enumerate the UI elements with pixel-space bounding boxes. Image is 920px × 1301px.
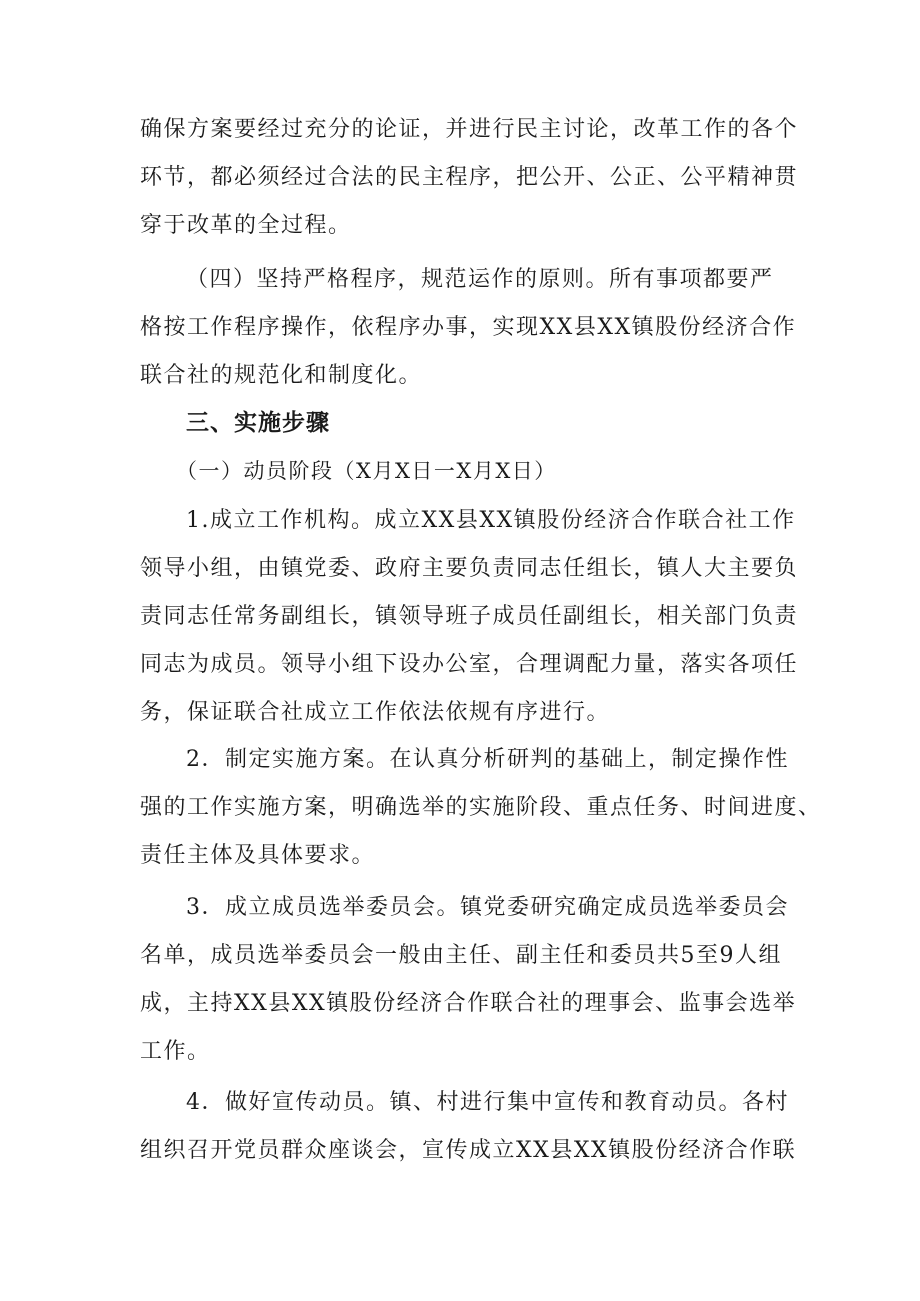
paragraph-line: 成，主持XX县XX镇股份经济合作联合社的理事会、监事会选举 xyxy=(140,991,797,1016)
paragraph-line: 1.成立工作机构。成立XX县XX镇股份经济合作联合社工作 xyxy=(186,508,796,533)
paragraph-line: 责任主体及具体要求。 xyxy=(140,843,376,868)
paragraph-line: 工作。 xyxy=(140,1039,211,1064)
section-heading: 三、实施步骤 xyxy=(186,410,330,436)
paragraph-line: 2．制定实施方案。在认真分析研判的基础上，制定操作性 xyxy=(186,747,789,772)
paragraph-line: 领导小组，由镇党委、政府主要负责同志任组长，镇人大主要负 xyxy=(140,556,799,581)
paragraph-line: 3．成立成员选举委员会。镇党委研究确定成员选举委员会 xyxy=(186,895,789,920)
paragraph-line: 穿于改革的全过程。 xyxy=(140,213,352,238)
paragraph-line: 联合社的规范化和制度化。 xyxy=(140,363,423,388)
subsection-heading: （一）动员阶段（X月X日一X月X日） xyxy=(176,459,557,483)
paragraph-line: 格按工作程序操作，依程序办事，实现XX县XX镇股份经济合作 xyxy=(140,315,797,340)
paragraph-line: （四）坚持严格程序，规范运作的原则。所有事项都要严 xyxy=(186,267,774,292)
paragraph-line: 组织召开党员群众座谈会，宣传成立XX县XX镇股份经济合作联 xyxy=(140,1138,797,1163)
paragraph-line: 强的工作实施方案，明确选举的实施阶段、重点任务、时间进度、 xyxy=(140,795,822,820)
paragraph-line: 确保方案要经过充分的论证，并进行民主讨论，改革工作的各个 xyxy=(140,117,799,142)
paragraph-line: 4．做好宣传动员。镇、村进行集中宣传和教育动员。各村 xyxy=(186,1090,789,1115)
paragraph-line: 环节，都必须经过合法的民主程序，把公开、公正、公平精神贯 xyxy=(140,165,799,190)
paragraph-line: 务，保证联合社成立工作依法依规有序进行。 xyxy=(140,700,611,725)
paragraph-line: 责同志任常务副组长，镇领导班子成员任副组长，相关部门负责 xyxy=(140,604,799,629)
paragraph-line: 同志为成员。领导小组下设办公室，合理调配力量，落实各项任 xyxy=(140,652,799,677)
paragraph-line: 名单，成员选举委员会一般由主任、副主任和委员共5至9人组 xyxy=(140,943,782,968)
